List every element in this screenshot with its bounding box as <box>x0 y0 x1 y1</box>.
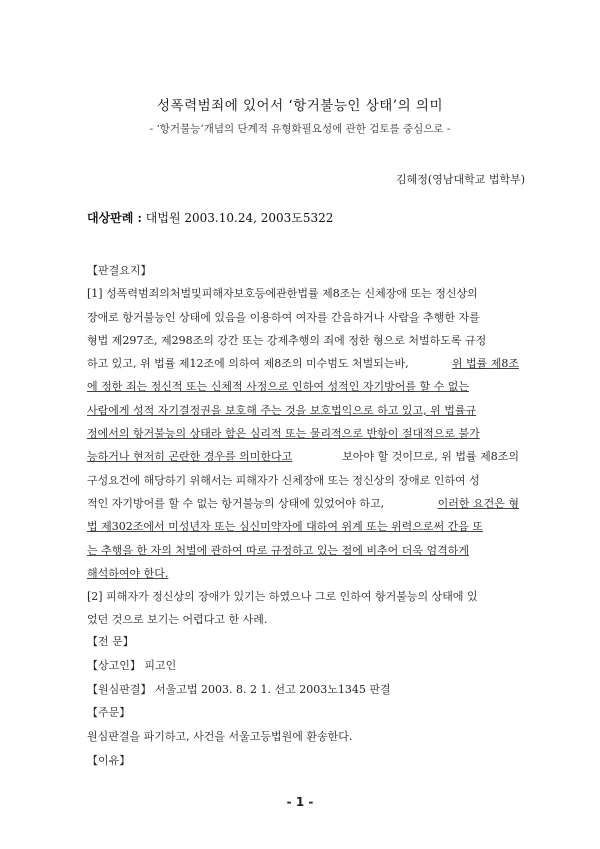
summary-line: 형법 제297조, 제298조의 강간 또는 강제추행의 죄에 정한 형으로 처벌하도록 규정 <box>87 333 487 347</box>
case-reference <box>87 209 333 226</box>
author-affiliation: 김혜정(영남대학교 법학부) <box>396 173 525 186</box>
case-label: 대상판례 : <box>87 211 142 225</box>
judgment-summary <box>87 259 519 632</box>
order-text: 원심판결을 파기하고, 사건을 서울고등법원에 환송한다. <box>87 730 353 743</box>
summary-heading: 【판결요지】 <box>87 264 152 277</box>
full-text-heading: 【전 문】 <box>87 635 134 648</box>
summary-line <box>87 445 519 468</box>
summary-line: 었던 것으로 보기는 어렵다고 한 사례. <box>87 613 268 627</box>
summary-line-underlined: 법 제302조에서 미성년자 또는 심신미약자에 대하여 위계 또는 위력으로써 간음 또 <box>87 520 483 534</box>
summary-line <box>87 492 519 515</box>
underlined-text: 이러한 요건은 형 <box>437 496 519 510</box>
page-number: - 1 - <box>286 795 314 809</box>
summary-line-underlined: 는 추행을 한 자의 처벌에 관하여 따로 규정하고 있는 점에 비추어 더욱 엄격하게 <box>87 543 469 557</box>
summary-line: [2] 피해자가 정신상의 장애가 있기는 하였으나 그로 인하여 항거불능의 상태에 있 <box>87 590 478 604</box>
appellant-row <box>87 657 176 673</box>
case-value: 대법원 2003.10.24, 2003도5322 <box>141 211 334 225</box>
underlined-text: 위 법률 제8조 <box>451 357 519 371</box>
paper-subtitle: - ‘항거불능’개념의 단계적 유형화필요성에 관한 검토를 중심으로 - <box>149 123 451 135</box>
summary-text: 하고 있고, 위 법률 제12조에 의하여 제8조의 미수범도 처벌되는바, <box>87 357 409 371</box>
summary-line: 장애로 항거불능인 상태에 있음을 이용하여 여자를 간음하거나 사람을 추행한 자를 <box>87 310 480 324</box>
appellant-value: 피고인 <box>140 659 177 672</box>
summary-text: 보아야 할 것이므로, 위 법률 제8조의 <box>342 450 519 464</box>
appellant-label: 【상고인】 <box>87 659 141 672</box>
summary-text: 적인 자기방어를 할 수 없는 항거불능의 상태에 있었어야 하고, <box>87 496 385 510</box>
lower-court-value: 서울고법 2003. 8. 2 1. 선고 2003노1345 판결 <box>151 683 391 696</box>
summary-line-underlined: 정에서의 항거불능의 상태라 함은 심리적 또는 물리적으로 반항이 절대적으로 불가 <box>87 427 480 441</box>
order-heading: 【주문】 <box>87 706 131 719</box>
summary-line: [1] 성폭력범죄의처벌및피해자보호등에관한법률 제8조는 신체장애 또는 정신상의 <box>87 287 478 301</box>
summary-line-underlined: 에 정한 죄는 정신적 또는 신체적 사정으로 인하여 성적인 자기방어를 할 수 없는 <box>87 380 469 394</box>
reason-heading: 【이유】 <box>87 754 131 767</box>
summary-line <box>87 352 519 375</box>
lower-court-label: 【원심판결】 <box>87 683 152 696</box>
paper-title: 성폭력범죄에 있어서 ‘항거불능인 상태’의 의미 <box>156 98 444 114</box>
summary-line-underlined: 해석하여야 한다. <box>87 566 169 580</box>
underlined-text: 능하거나 현저히 곤란한 경우를 의미한다고 <box>87 450 293 464</box>
summary-line: 구성요건에 해당하기 위해서는 피해자가 신체장애 또는 정신상의 장애로 인하여 성 <box>87 473 480 487</box>
lower-court-row <box>87 681 391 697</box>
summary-line-underlined: 사람에게 성적 자기결정권을 보호해 주는 것을 보호법익으로 하고 있고, 위 법률규 <box>87 403 477 417</box>
